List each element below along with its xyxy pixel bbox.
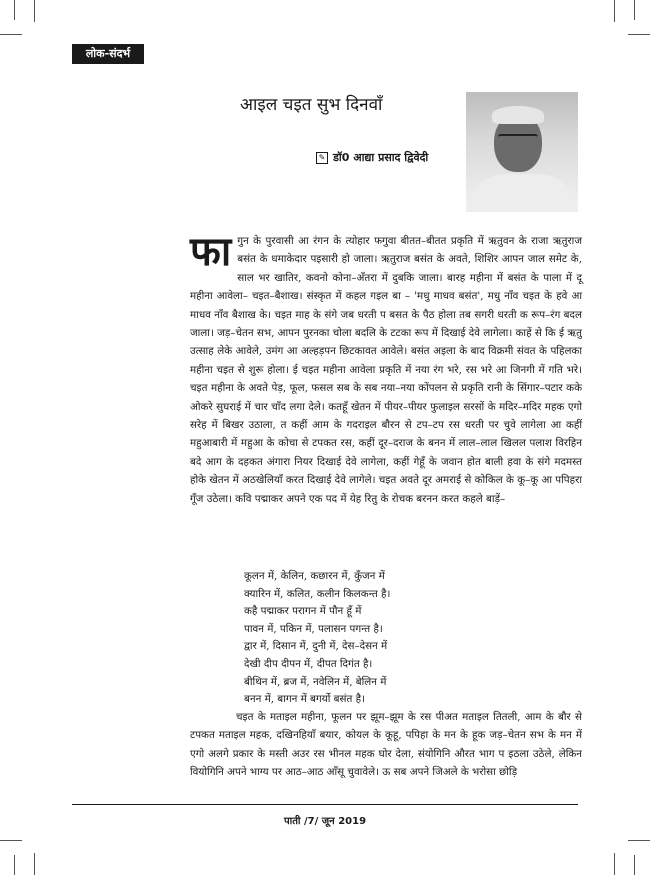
author-name: डॉ0 आद्या प्रसाद द्विवेदी (333, 151, 429, 164)
crop-mark (628, 840, 650, 841)
crop-mark (34, 853, 35, 875)
poem-line: द्वार में, दिसान में, दुनी में, देस–देसन में (244, 640, 388, 653)
photo-hair (492, 106, 544, 124)
crop-mark (0, 34, 22, 35)
section-tag: लोक-संदर्भ (72, 44, 144, 64)
paragraph-1: गुन के पुरवासी आ रंगन के त्योहार फगुवा बीतत–बीतत प्रकृति में ऋतुवन के राजा ऋतुराज बसंत के धमाकेदार पइसारी हो जाला। ऋतुराज बसंत के अवते, शिशिर आपन जाल समेट के, साल भर खातिर, कवनो कोना–अँतरा में दुबकि जाला। बारह महीना में बसंत के पाला में दू महीना आवेला– चइत–बैशाख। संस्कृत में कहल गइल बा – 'मधु माधव बसंत', मधु नाँव चइत के हवे आ माधव नाँव बैशाख के। चइत माह के संगे जब धरती प बसत के पैठ होला तब सगरी धरती क रूप–रंग बदल जाला। जड़–चेतन सभ, आपन पुरनका चोला बदलि के टटका रूप में दिखाई देवे लागेला। काहें से कि ई ऋतु उत्साह लेके आवेले, उमंग आ अल्हड़पन छिटकावत आवेले। बसंत अइला के बाद विक्रमी संवत के पहिलका महीना चइत से शुरू होला। ई चइत महीना आवेला प्रकृति में नया रंग भरे, रस भरे आ जिनगी में गति भरे। चइत महीना के अवते पेड़, फूल, फसल सब के सब नया–नया कोंपलन से प्रकृति रानी के सिंगार–पटार कके ओकरे सुघराई में चार चाँद लगा देले। कतहूँ खेतन में पीयर–पीयर फुलाइल सरसों के मदिर–मदिर महक एगो सरेह में बिखर उठाला, त कहीं आम के गदराइल बौरन से टप–टप रस धरती पर चुवे लागेला आ कहीं महुआबारी में महुआ के कोचा से टपकत रस, कहीं दूर–दराज के बनन में लाल–लाल खिलल पलाश विरहिन बदे आग के दहकत अंगारा नियर दिखाई देवे लागेला, कहीं गेहूँ के जवान होत बाली हवा के संगे मदमस्त होके खेतन में अठखेलियाँ करत दिखाई देवे लागेले। चइत अवते दूर अमराई से कोकिल के कू–कू आ पपिहरा गूँज उठेला। कवि पद्माकर अपने एक पद में येह रितु के रोचक बरनन करत कहले बाड़ें– (190, 235, 582, 505)
pen-icon: ✎ (316, 152, 328, 164)
crop-mark (628, 34, 650, 35)
poem-line: कूलन में, केलिन, कछारन में, कुँजन में (244, 570, 385, 582)
crop-mark (634, 855, 635, 875)
article-title: आइल चइत सुभ दिनवाँ (240, 95, 383, 115)
poem-line: कहै पद्माकर परागन में पौन हूँ में (244, 605, 362, 618)
poem-line: बनन में, बागन में बगर्यो बसंत है। (244, 693, 365, 706)
crop-mark (0, 840, 22, 841)
crop-mark (614, 853, 615, 875)
article-body (190, 229, 582, 508)
photo-shirt (466, 174, 578, 212)
article-body-continued (190, 708, 582, 782)
footer-rule (72, 804, 578, 805)
poem-line: बीथिन में, ब्रज में, नवेलिन में, बेलिन में (244, 675, 387, 688)
page-folio: पाती /7/ जून 2019 (283, 816, 367, 827)
author-photo (466, 92, 578, 212)
drop-cap: फा (190, 229, 232, 275)
crop-mark (634, 0, 635, 20)
poem-line: क्यारिन में, कलित, कलीन किलकन्त है। (244, 587, 391, 600)
photo-glasses (498, 134, 538, 144)
poem-line: देखी दीप दीपन में, दीपत दिगंत है। (244, 657, 373, 670)
poem-line: पावन में, पकिन में, पलासन पगन्त है। (244, 622, 383, 635)
crop-mark (34, 0, 35, 22)
crop-mark (614, 0, 615, 22)
poem-block (244, 568, 504, 709)
crop-mark (14, 0, 15, 20)
author-byline (316, 150, 428, 165)
paragraph-2: चइत के मताइल महीना, फूलन पर झूम–झूम के रस पीअत मताइल तितली, आम के बौर से टपकत मताइल महक, दखिनहियाँ बयार, कोयल के कूहू, पपिहा के मन के हूक जड़–चेतन सभ के मन में एगो अलगे प्रकार के मस्ती अउर रस भीनल महक घोर देला, संयोगिनि औरत भाग प इठला उठेले, लेकिन वियोगिनि अपने भाग्य पर आठ–आठ आँसू चुवावेले। ऊ सब अपने जिअले के भरोसा छोड़ि (190, 711, 582, 779)
crop-mark (14, 855, 15, 875)
